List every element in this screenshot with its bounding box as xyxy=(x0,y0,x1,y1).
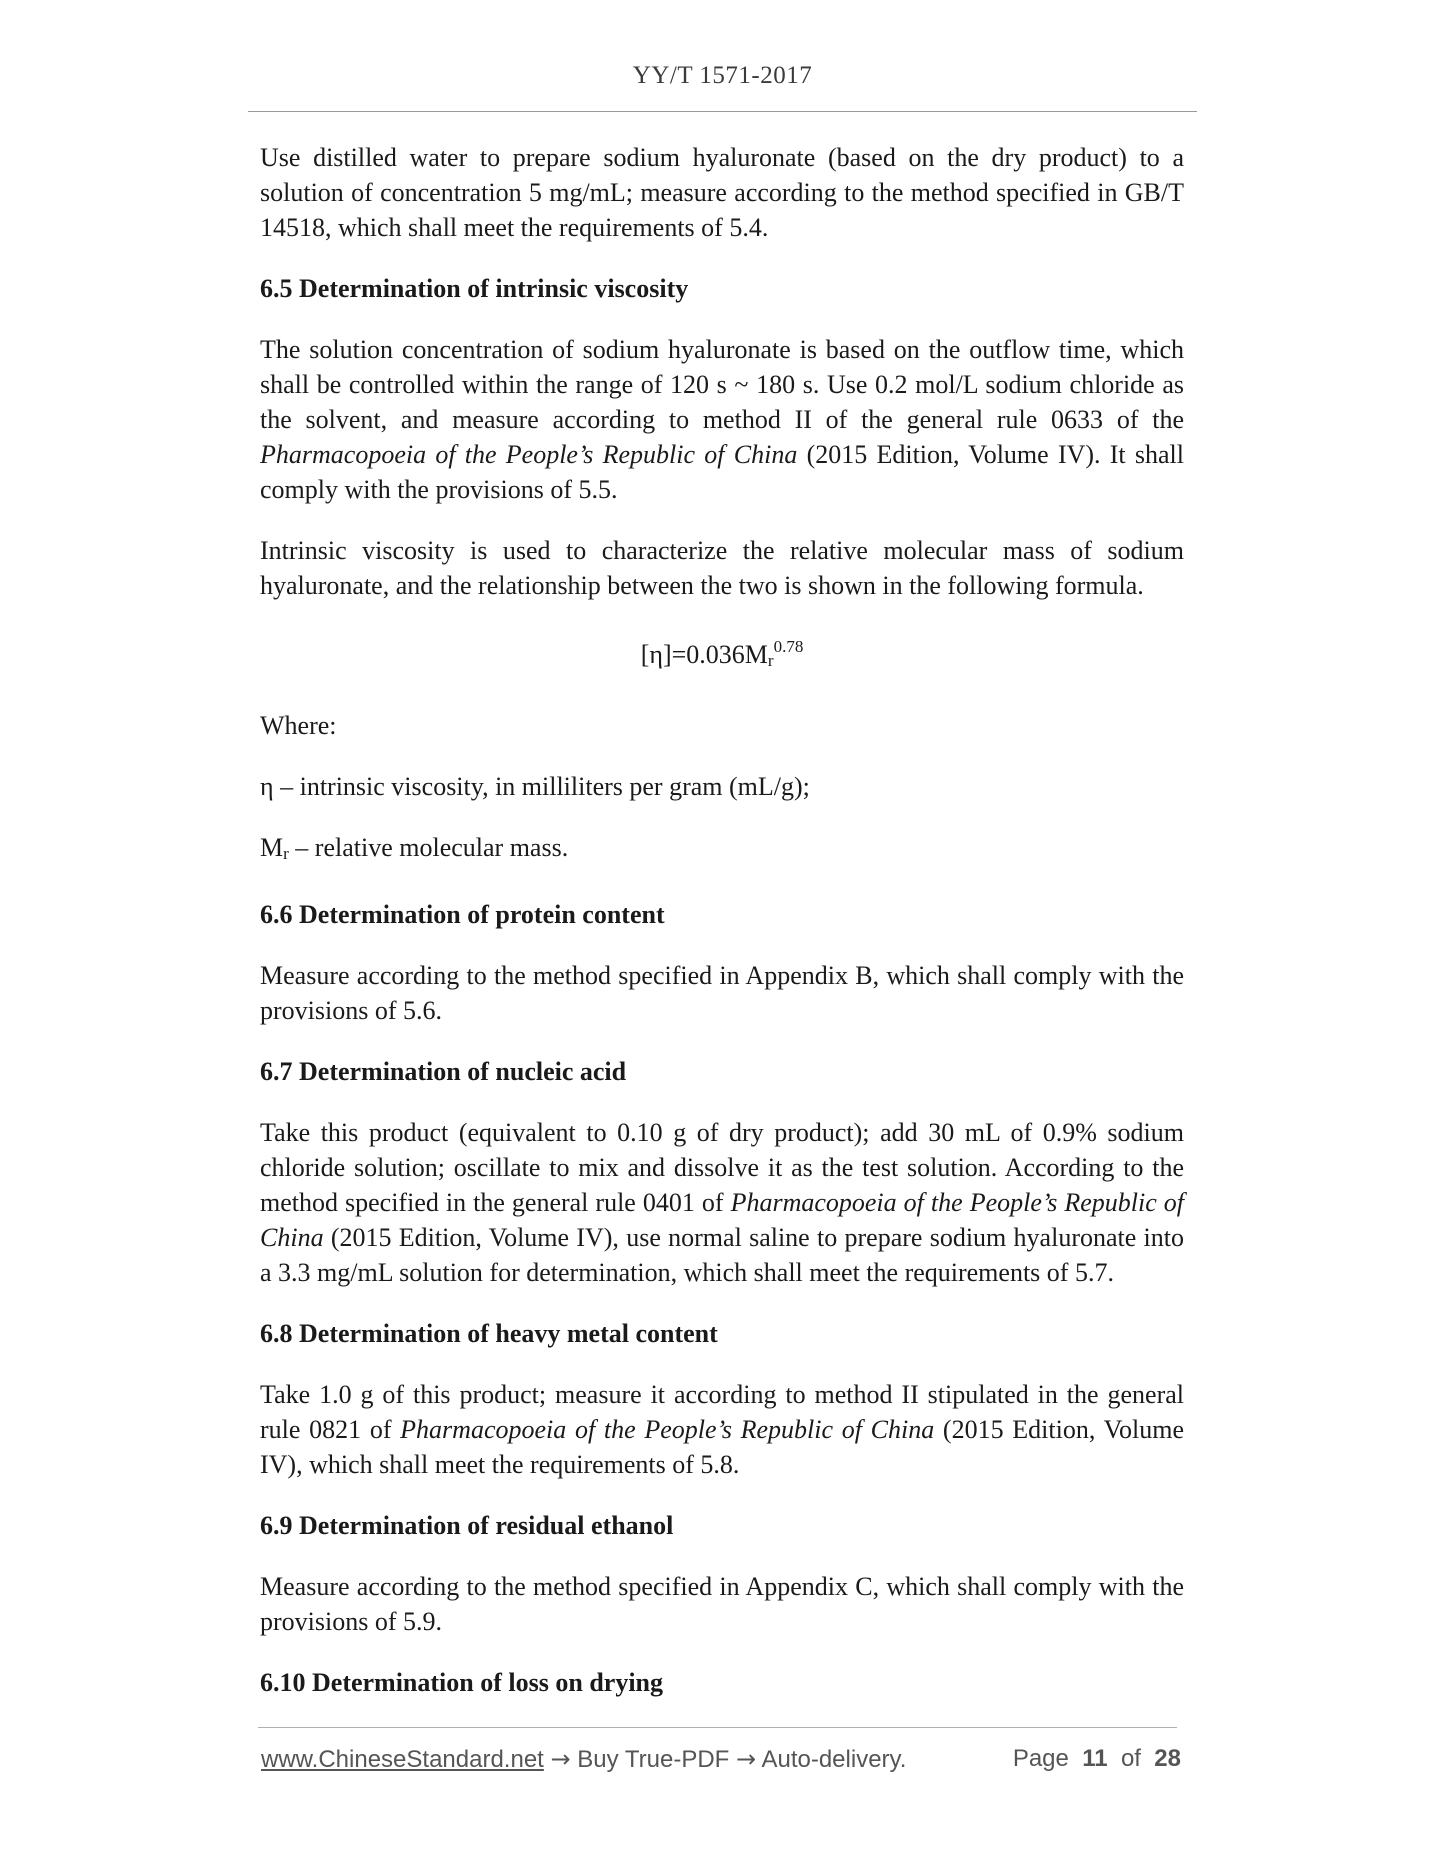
intro-paragraph: Use distilled water to prepare sodium hyaluronate (based on the dry product) to a solution of concentration 5 mg/mL; measure according to the method specified in GB/T 14518, which shall meet the requirements of 5.4. xyxy=(260,143,1184,242)
footer-promo xyxy=(261,1745,906,1774)
where-label: Where: xyxy=(260,711,337,740)
arrow-right-icon: → xyxy=(736,1745,757,1773)
section-6-6-heading: 6.6 Determination of protein content xyxy=(260,900,665,929)
section-6-7-paragraph: Take this product (equivalent to 0.10 g of dry product); add 30 mL of 0.9% sodium chloride solution; oscillate to mix and dissolve it as the test solution. According to the method specified in the general rule 0401 of Pharmacopoeia of the People’s Republic of China (2015 Edition, Volume IV), use normal saline to prepare sodium hyaluronate into a 3.3 mg/mL solution for determination, which shall meet the requirements of 5.7. xyxy=(260,1118,1184,1287)
section-6-5-heading: 6.5 Determination of intrinsic viscosity xyxy=(260,274,689,303)
header-divider xyxy=(248,111,1197,112)
page-label: Page xyxy=(1012,1745,1069,1772)
section-6-5-paragraph-2: Intrinsic viscosity is used to characterize the relative molecular mass of sodium hyaluronate, and the relationship between the two is shown in the following formula. xyxy=(260,536,1184,600)
section-6-9-paragraph: Measure according to the method specified in Appendix C, which shall comply with the provisions of 5.9. xyxy=(260,1572,1184,1636)
viscosity-formula: $[\eta]=0.036Mr^{0.78}$ xyxy=(640,637,804,670)
definition-mr: Mr – relative molecular mass. xyxy=(260,833,569,863)
auto-delivery-text: Auto-delivery. xyxy=(761,1746,907,1773)
section-6-5-paragraph-1: The solution concentration of sodium hyaluronate is based on the outflow time, which shall be controlled within the range of 120 s ~ 180 s. Use 0.2 mol/L sodium chloride as the solvent, and measure according to method II of the general rule 0633 of the Pharmacopoeia of the People’s Republic of China (2015 Edition, Volume IV). It shall comply with the provisions of 5.5. xyxy=(260,335,1184,504)
section-6-6-paragraph: Measure according to the method specified in Appendix B, which shall comply with the provisions of 5.6. xyxy=(260,961,1184,1025)
arrow-right-icon: → xyxy=(550,1745,571,1773)
page-number xyxy=(1013,1745,1181,1773)
section-6-8-heading: 6.8 Determination of heavy metal content xyxy=(260,1319,718,1348)
section-6-7-heading: 6.7 Determination of nucleic acid xyxy=(260,1057,627,1086)
document-body xyxy=(260,140,1184,1726)
page-header-title: YY/T 1571-2017 xyxy=(632,62,813,89)
definition-eta: η – intrinsic viscosity, in milliliters per gram (mL/g); xyxy=(260,772,810,801)
footer-divider xyxy=(258,1727,1177,1728)
section-6-9-heading: 6.9 Determination of residual ethanol xyxy=(260,1511,674,1540)
section-6-10-heading: 6.10 Determination of loss on drying xyxy=(260,1668,663,1697)
of-label: of xyxy=(1120,1745,1141,1772)
buy-true-pdf-text: Buy True-PDF xyxy=(577,1746,730,1773)
total-pages-number: 28 xyxy=(1154,1745,1181,1772)
section-6-8-paragraph: Take 1.0 g of this product; measure it according to method II stipulated in the general rule 0821 of Pharmacopoeia of the People’s Republic of China (2015 Edition, Volume IV), which shall meet the requirements of 5.8. xyxy=(260,1380,1184,1479)
chinesestandard-link[interactable]: www.ChineseStandard.net xyxy=(261,1746,544,1773)
current-page-number: 11 xyxy=(1082,1745,1108,1772)
